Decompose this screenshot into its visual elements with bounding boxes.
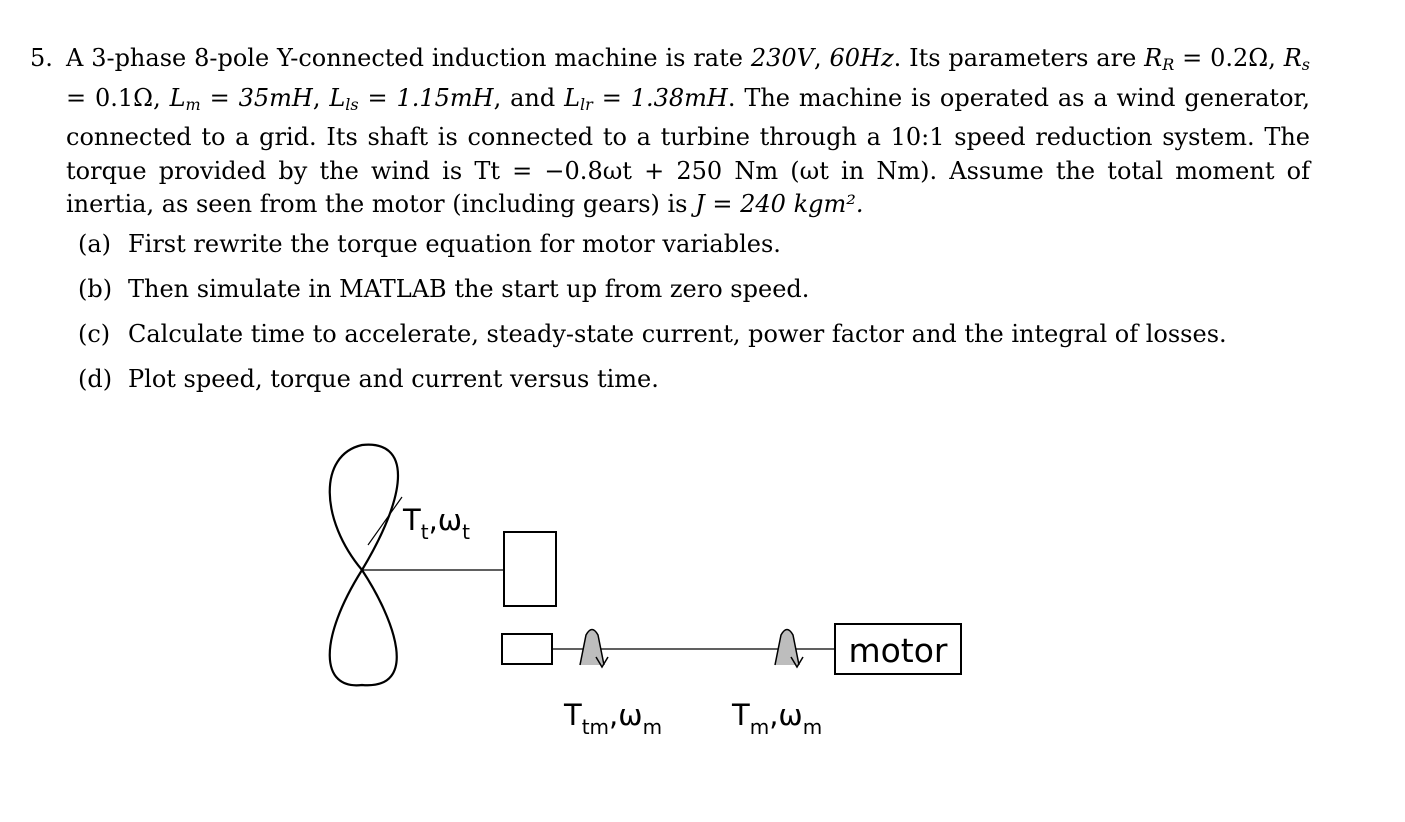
voltage-value: 230V xyxy=(750,44,814,72)
part-text: Plot speed, torque and current versus time. xyxy=(128,365,659,393)
motor-torque-speed-label: $T_m,\omega_m$ xyxy=(732,698,823,739)
part-text: Calculate time to accelerate, steady-state current, power factor and the integral of losses. xyxy=(128,320,1227,348)
torque-arrow-right-icon xyxy=(775,630,803,668)
part-label: (a) xyxy=(78,230,112,258)
inertia-text: Assume the total moment of inertia, as seen from the motor (including gears) is xyxy=(66,156,1310,218)
wind-torque-arrow-icon xyxy=(368,497,402,545)
part-label: (d) xyxy=(78,365,113,393)
turbine-blades-icon xyxy=(330,445,398,686)
small-gear-box xyxy=(502,634,552,664)
params-intro: Its parameters are xyxy=(909,44,1137,72)
rs-value: 0.1Ω xyxy=(95,83,154,112)
rr-value: 0.2Ω xyxy=(1210,44,1269,72)
intro-text: A 3-phase 8-pole Y-connected induction machine is rate xyxy=(66,44,743,72)
problem-number: 5. xyxy=(30,44,53,72)
part-label: (b) xyxy=(78,275,113,303)
frequency-value: 60Hz xyxy=(829,44,894,72)
operation-text: The machine is operated as a wind generator, connected to a grid. Its shaft is connected to a turbine through a 10:1 speed reduction system. The torque provided by the wind is xyxy=(66,83,1310,185)
torque-arrow-left-icon xyxy=(580,630,608,668)
part-text: Then simulate in MATLAB the start up from zero speed. xyxy=(128,275,810,303)
turbine-torque-speed-label: $T_t,\omega_t$ xyxy=(403,503,470,544)
lm-value: 35mH xyxy=(238,83,313,112)
part-label: (c) xyxy=(78,320,111,348)
gear-torque-speed-label: $T_{tm},\omega_m$ xyxy=(564,698,663,739)
lls-value: 1.15mH xyxy=(396,83,494,112)
torque-equation: Tt = −0.8ωt + 250 Nm (ωt in Nm). xyxy=(474,156,938,185)
part-text: First rewrite the torque equation for motor variables. xyxy=(128,230,781,258)
llr-value: 1.38mH xyxy=(630,83,728,112)
inertia-value: J = 240 kgm². xyxy=(695,190,864,218)
motor-label: motor xyxy=(848,631,948,670)
problem-body: A 3-phase 8-pole Y-connected induction machine is rate 230V, 60Hz. Its parameters are $R_R = 0.2\Omega$, $R_s = 0.1\Omega$, $L_m = 35mH$, $L_{ls} = 1.15mH$, and $L_{lr} = 1.38mH$. The machine is operated as a wind generator, connected to a grid. Its shaft is connected to a turbine through a 10:1 speed reduction system. The torque provided by the wind is Tt = −0.8ωt + 250 Nm (ωt in Nm). Assume the total moment of inertia, as seen from the motor (including gears) is J = 240 kgm². xyxy=(66,44,1310,218)
large-gear-box xyxy=(504,532,556,606)
